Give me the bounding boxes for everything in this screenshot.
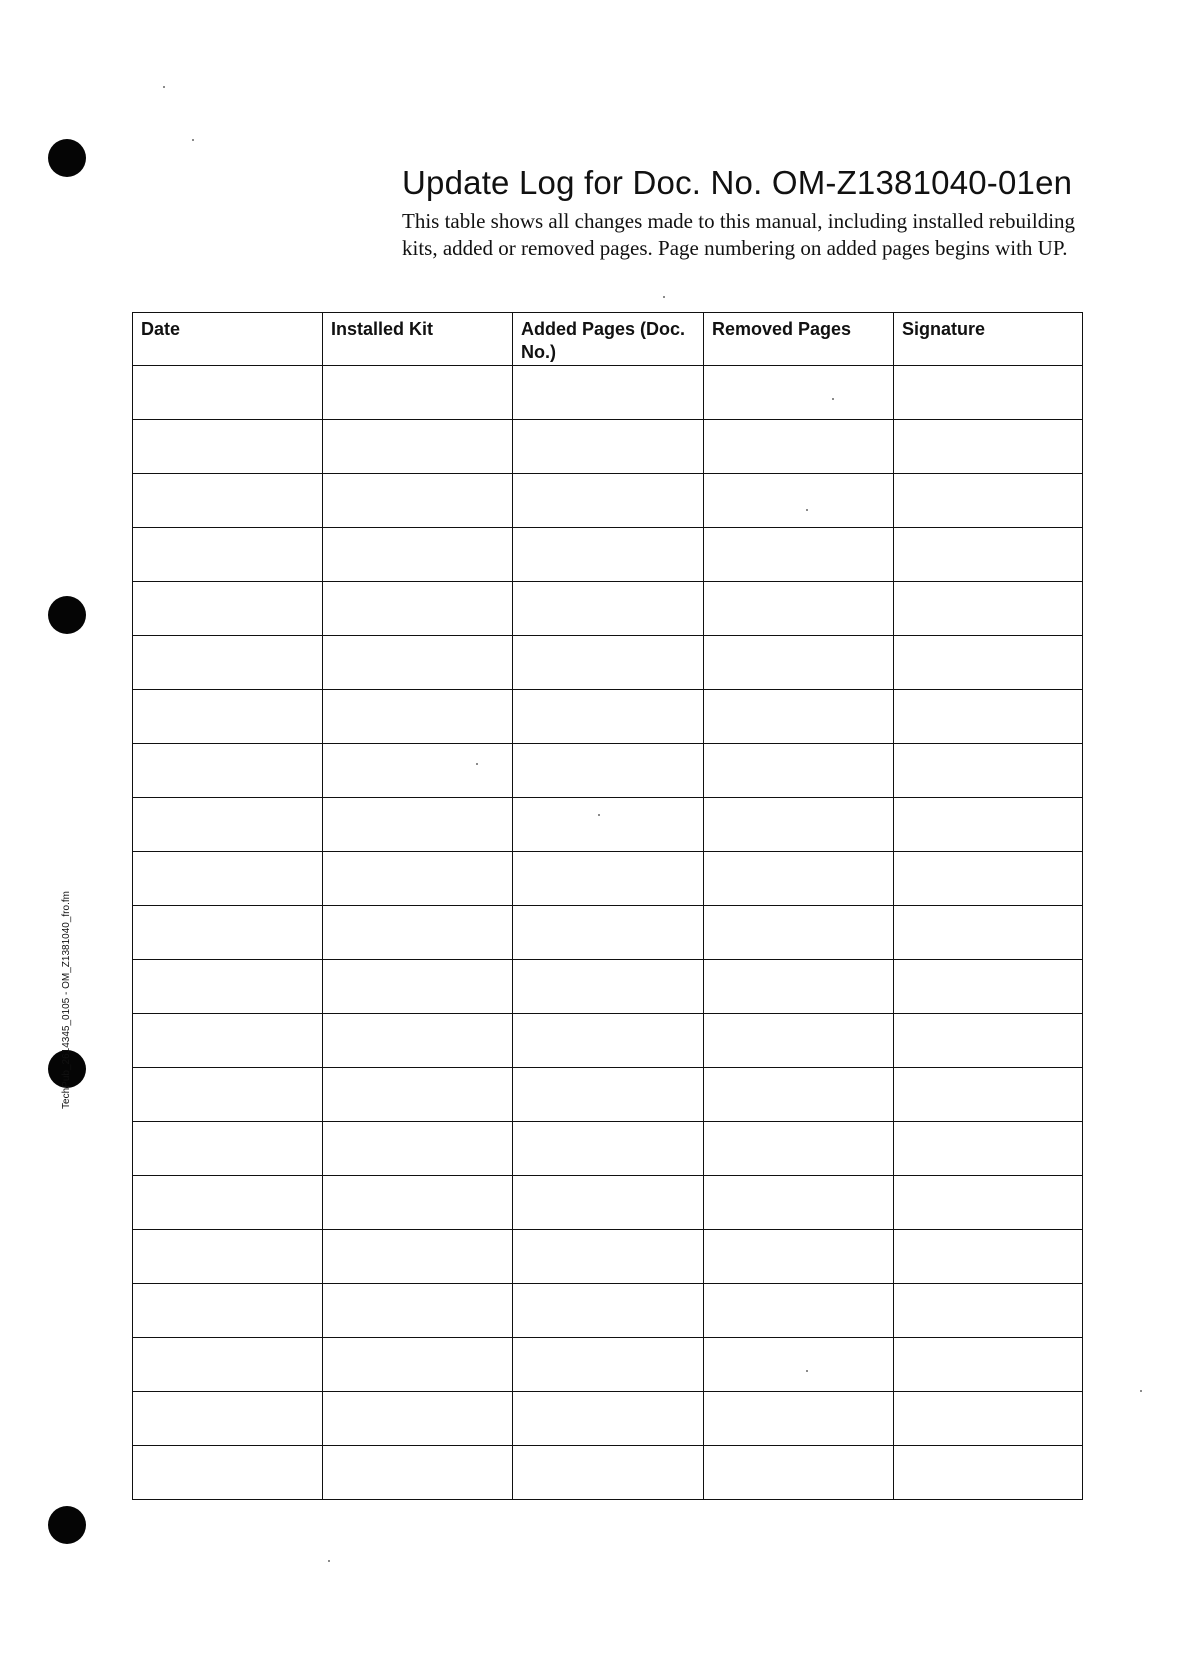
cell-added-pages bbox=[513, 528, 704, 582]
cell-removed-pages bbox=[704, 636, 894, 690]
table-row bbox=[133, 690, 1083, 744]
intro-paragraph: This table shows all changes made to this manual, including installed rebuilding kits, added or removed pages. Page numbering on added pages begins with UP. bbox=[402, 209, 1076, 260]
cell-date bbox=[133, 1122, 323, 1176]
cell-removed-pages bbox=[704, 1284, 894, 1338]
cell-installed-kit bbox=[323, 960, 513, 1014]
cell-date bbox=[133, 582, 323, 636]
cell-signature bbox=[894, 690, 1083, 744]
cell-installed-kit bbox=[323, 1338, 513, 1392]
cell-date bbox=[133, 1446, 323, 1500]
cell-date bbox=[133, 528, 323, 582]
cell-signature bbox=[894, 906, 1083, 960]
cell-date bbox=[133, 636, 323, 690]
cell-signature bbox=[894, 1230, 1083, 1284]
cell-signature bbox=[894, 582, 1083, 636]
punch-hole bbox=[48, 139, 86, 177]
table-header-row bbox=[133, 313, 1083, 366]
cell-removed-pages bbox=[704, 1068, 894, 1122]
cell-added-pages bbox=[513, 582, 704, 636]
cell-removed-pages bbox=[704, 1446, 894, 1500]
cell-installed-kit bbox=[323, 798, 513, 852]
table-row bbox=[133, 366, 1083, 420]
cell-date bbox=[133, 798, 323, 852]
cell-removed-pages bbox=[704, 1014, 894, 1068]
cell-added-pages bbox=[513, 1176, 704, 1230]
scan-speck bbox=[328, 1560, 330, 1562]
cell-date bbox=[133, 906, 323, 960]
cell-signature bbox=[894, 1284, 1083, 1338]
cell-removed-pages bbox=[704, 744, 894, 798]
table-row bbox=[133, 420, 1083, 474]
table-body bbox=[133, 366, 1083, 1500]
cell-added-pages bbox=[513, 1122, 704, 1176]
table-row bbox=[133, 852, 1083, 906]
table-row bbox=[133, 528, 1083, 582]
cell-removed-pages bbox=[704, 1176, 894, 1230]
cell-installed-kit bbox=[323, 1014, 513, 1068]
cell-signature bbox=[894, 1176, 1083, 1230]
cell-removed-pages bbox=[704, 1230, 894, 1284]
cell-added-pages bbox=[513, 960, 704, 1014]
cell-date bbox=[133, 474, 323, 528]
cell-added-pages bbox=[513, 474, 704, 528]
column-header-installed-kit: Installed Kit bbox=[323, 313, 513, 366]
cell-signature bbox=[894, 1068, 1083, 1122]
scan-speck bbox=[1140, 1390, 1142, 1392]
cell-added-pages bbox=[513, 906, 704, 960]
cell-removed-pages bbox=[704, 906, 894, 960]
cell-signature bbox=[894, 1014, 1083, 1068]
cell-date bbox=[133, 1176, 323, 1230]
cell-signature bbox=[894, 528, 1083, 582]
table-row bbox=[133, 636, 1083, 690]
side-file-label: TechPub_2614345_0105 - OM_Z1381040_fro.fm bbox=[61, 891, 72, 1109]
cell-installed-kit bbox=[323, 1446, 513, 1500]
cell-signature bbox=[894, 1122, 1083, 1176]
cell-removed-pages bbox=[704, 528, 894, 582]
table-row bbox=[133, 1284, 1083, 1338]
cell-date bbox=[133, 960, 323, 1014]
cell-added-pages bbox=[513, 420, 704, 474]
punch-hole bbox=[48, 1506, 86, 1544]
cell-removed-pages bbox=[704, 420, 894, 474]
cell-removed-pages bbox=[704, 1338, 894, 1392]
cell-installed-kit bbox=[323, 582, 513, 636]
scan-speck bbox=[192, 139, 194, 141]
cell-date bbox=[133, 690, 323, 744]
cell-signature bbox=[894, 636, 1083, 690]
cell-added-pages bbox=[513, 852, 704, 906]
cell-installed-kit bbox=[323, 1284, 513, 1338]
cell-installed-kit bbox=[323, 528, 513, 582]
cell-date bbox=[133, 852, 323, 906]
table-row bbox=[133, 960, 1083, 1014]
table-row bbox=[133, 798, 1083, 852]
cell-added-pages bbox=[513, 744, 704, 798]
table-row bbox=[133, 1446, 1083, 1500]
cell-installed-kit bbox=[323, 366, 513, 420]
cell-installed-kit bbox=[323, 474, 513, 528]
cell-installed-kit bbox=[323, 744, 513, 798]
column-header-signature: Signature bbox=[894, 313, 1083, 366]
scan-speck bbox=[163, 86, 165, 88]
cell-installed-kit bbox=[323, 852, 513, 906]
table-row bbox=[133, 1338, 1083, 1392]
table-row bbox=[133, 1122, 1083, 1176]
cell-signature bbox=[894, 366, 1083, 420]
column-header-added-pages: Added Pages (Doc. No.) bbox=[513, 313, 704, 366]
cell-signature bbox=[894, 798, 1083, 852]
cell-removed-pages bbox=[704, 798, 894, 852]
cell-installed-kit bbox=[323, 906, 513, 960]
table-row bbox=[133, 582, 1083, 636]
cell-removed-pages bbox=[704, 1392, 894, 1446]
cell-added-pages bbox=[513, 636, 704, 690]
table-row bbox=[133, 906, 1083, 960]
cell-signature bbox=[894, 1338, 1083, 1392]
cell-date bbox=[133, 1014, 323, 1068]
cell-added-pages bbox=[513, 1392, 704, 1446]
cell-installed-kit bbox=[323, 1122, 513, 1176]
table-row bbox=[133, 1392, 1083, 1446]
cell-removed-pages bbox=[704, 690, 894, 744]
cell-signature bbox=[894, 1446, 1083, 1500]
cell-installed-kit bbox=[323, 690, 513, 744]
cell-installed-kit bbox=[323, 1176, 513, 1230]
cell-signature bbox=[894, 852, 1083, 906]
table-row bbox=[133, 744, 1083, 798]
cell-removed-pages bbox=[704, 960, 894, 1014]
table-row bbox=[133, 474, 1083, 528]
cell-installed-kit bbox=[323, 636, 513, 690]
cell-removed-pages bbox=[704, 474, 894, 528]
cell-signature bbox=[894, 474, 1083, 528]
update-log-table bbox=[132, 312, 1083, 1500]
cell-date bbox=[133, 1230, 323, 1284]
cell-signature bbox=[894, 1392, 1083, 1446]
cell-added-pages bbox=[513, 366, 704, 420]
cell-date bbox=[133, 1284, 323, 1338]
cell-added-pages bbox=[513, 1014, 704, 1068]
table-row bbox=[133, 1068, 1083, 1122]
cell-added-pages bbox=[513, 690, 704, 744]
cell-removed-pages bbox=[704, 582, 894, 636]
cell-installed-kit bbox=[323, 1068, 513, 1122]
cell-signature bbox=[894, 744, 1083, 798]
cell-removed-pages bbox=[704, 852, 894, 906]
cell-added-pages bbox=[513, 1230, 704, 1284]
cell-installed-kit bbox=[323, 1392, 513, 1446]
cell-date bbox=[133, 1068, 323, 1122]
cell-added-pages bbox=[513, 1446, 704, 1500]
punch-hole bbox=[48, 596, 86, 634]
cell-signature bbox=[894, 960, 1083, 1014]
cell-removed-pages bbox=[704, 1122, 894, 1176]
cell-date bbox=[133, 744, 323, 798]
column-header-date: Date bbox=[133, 313, 323, 366]
cell-removed-pages bbox=[704, 366, 894, 420]
cell-installed-kit bbox=[323, 420, 513, 474]
cell-added-pages bbox=[513, 798, 704, 852]
cell-date bbox=[133, 1392, 323, 1446]
cell-added-pages bbox=[513, 1284, 704, 1338]
cell-date bbox=[133, 420, 323, 474]
cell-added-pages bbox=[513, 1068, 704, 1122]
cell-date bbox=[133, 366, 323, 420]
document-title: Update Log for Doc. No. OM-Z1381040-01en bbox=[402, 164, 1073, 201]
column-header-removed-pages: Removed Pages bbox=[704, 313, 894, 366]
scan-speck bbox=[663, 296, 665, 298]
cell-added-pages bbox=[513, 1338, 704, 1392]
cell-installed-kit bbox=[323, 1230, 513, 1284]
cell-signature bbox=[894, 420, 1083, 474]
table-row bbox=[133, 1176, 1083, 1230]
table-row bbox=[133, 1014, 1083, 1068]
table-row bbox=[133, 1230, 1083, 1284]
cell-date bbox=[133, 1338, 323, 1392]
